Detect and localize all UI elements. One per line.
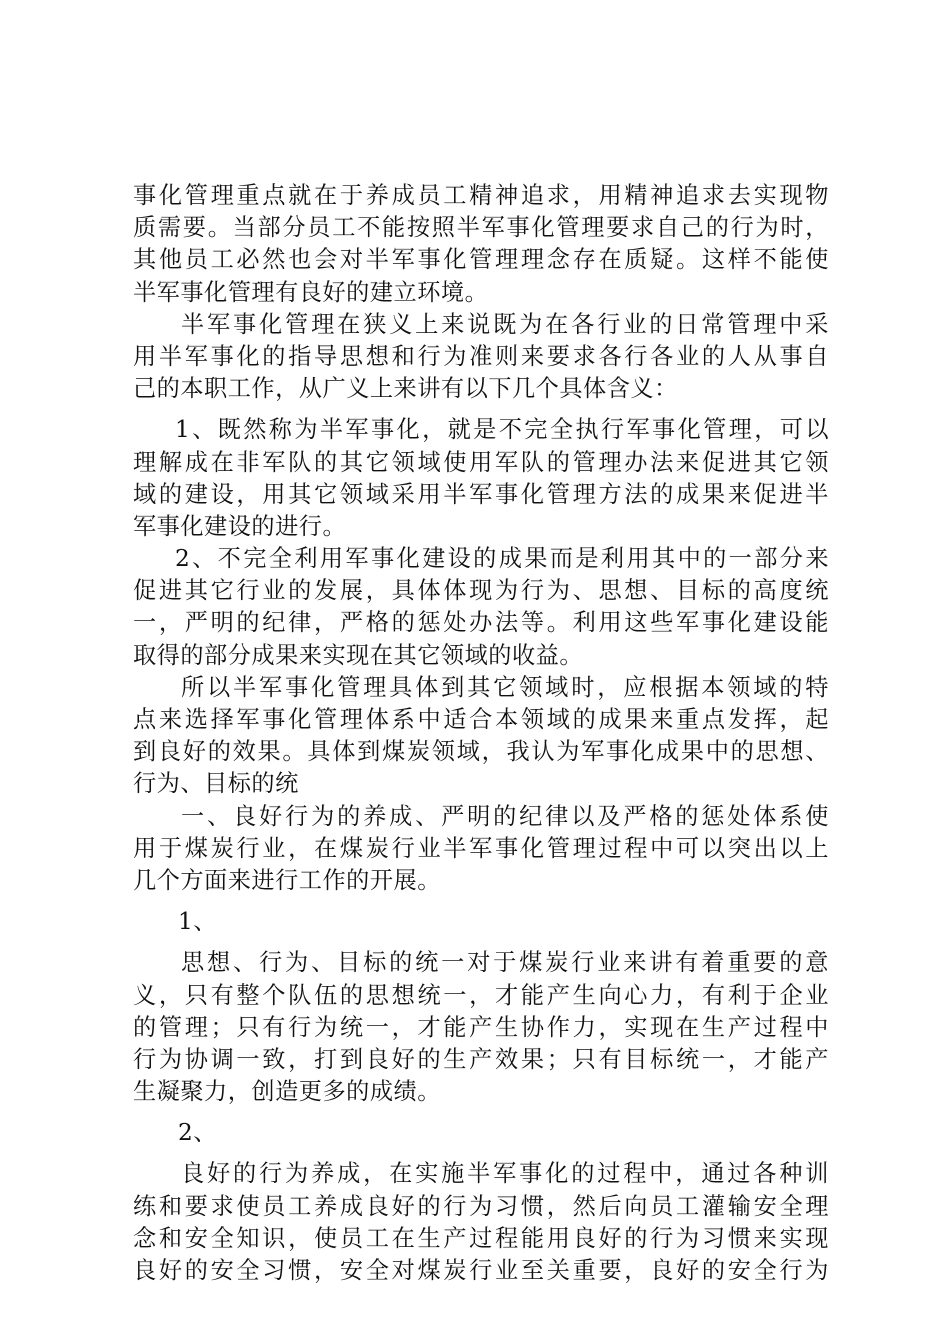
text-line: 半军事化管理在狭义上来说既为在各行业的日常管理中采 — [181, 310, 829, 338]
text-line: 义，只有整个队伍的思想统一，才能产生向心力，有利于企业 — [133, 981, 829, 1009]
text-line: 良好的安全习惯，安全对煤炭行业至关重要，良好的安全行为 — [133, 1257, 829, 1284]
text-line: 思想、行为、目标的统一对于煤炭行业来讲有着重要的意 — [181, 949, 829, 977]
text-line: 到良好的效果。具体到煤炭领域，我认为军事化成果中的思想、 — [133, 738, 829, 766]
section-number: 1、 — [178, 908, 217, 936]
text-line: 所以半军事化管理具体到其它领域时，应根据本领域的特 — [181, 673, 829, 701]
text-line: 事化管理重点就在于养成员工精神追求，用精神追求去实现物 — [133, 182, 829, 209]
text-line: 促进其它行业的发展，具体体现为行为、思想、目标的高度统 — [133, 577, 829, 605]
text-line: 一，严明的纪律，严格的惩处办法等。利用这些军事化建设能 — [133, 609, 829, 637]
text-line: 2、不完全利用军事化建设的成果而是利用其中的一部分来 — [175, 545, 829, 573]
text-line: 念和安全知识，使员工在生产过程能用良好的行为习惯来实现 — [133, 1224, 829, 1252]
text-line: 1、既然称为半军事化，就是不完全执行军事化管理，可以 — [175, 416, 829, 444]
text-line: 练和要求使员工养成良好的行为习惯，然后向员工灌输安全理 — [133, 1192, 829, 1220]
text-line: 用于煤炭行业，在煤炭行业半军事化管理过程中可以突出以上 — [133, 834, 829, 862]
text-line: 己的本职工作，从广义上来讲有以下几个具体含义： — [133, 375, 678, 403]
text-line: 行为协调一致，打到良好的生产效果；只有目标统一，才能产 — [133, 1045, 829, 1073]
text-line: 行为、目标的统 — [133, 770, 299, 798]
text-line: 质需要。当部分员工不能按照半军事化管理要求自己的行为时， — [133, 214, 829, 242]
text-line: 理解成在非军队的其它领域使用军队的管理办法来促进其它领 — [133, 448, 829, 476]
text-line: 点来选择军事化管理体系中适合本领域的成果来重点发挥，起 — [133, 706, 829, 733]
text-line: 其他员工必然也会对半军事化管理理念存在质疑。这样不能使 — [133, 246, 829, 274]
text-line: 用半军事化的指导思想和行为准则来要求各行各业的人从事自 — [133, 342, 829, 370]
text-line: 一、良好行为的养成、严明的纪律以及严格的惩处体系使 — [181, 802, 829, 830]
text-line: 域的建设，用其它领域采用半军事化管理方法的成果来促进半 — [133, 480, 829, 508]
document-body — [133, 180, 829, 1287]
section-number: 2、 — [178, 1119, 217, 1147]
text-line: 的管理；只有行为统一，才能产生协作力，实现在生产过程中 — [133, 1013, 829, 1041]
text-line: 半军事化管理有良好的建立环境。 — [133, 278, 489, 306]
text-line: 取得的部分成果来实现在其它领域的收益。 — [133, 641, 584, 669]
text-line: 军事化建设的进行。 — [133, 512, 347, 540]
text-line: 生凝聚力，创造更多的成绩。 — [133, 1078, 441, 1106]
text-line: 几个方面来进行工作的开展。 — [133, 866, 441, 894]
text-line: 良好的行为养成，在实施半军事化的过程中，通过各种训 — [181, 1160, 829, 1188]
